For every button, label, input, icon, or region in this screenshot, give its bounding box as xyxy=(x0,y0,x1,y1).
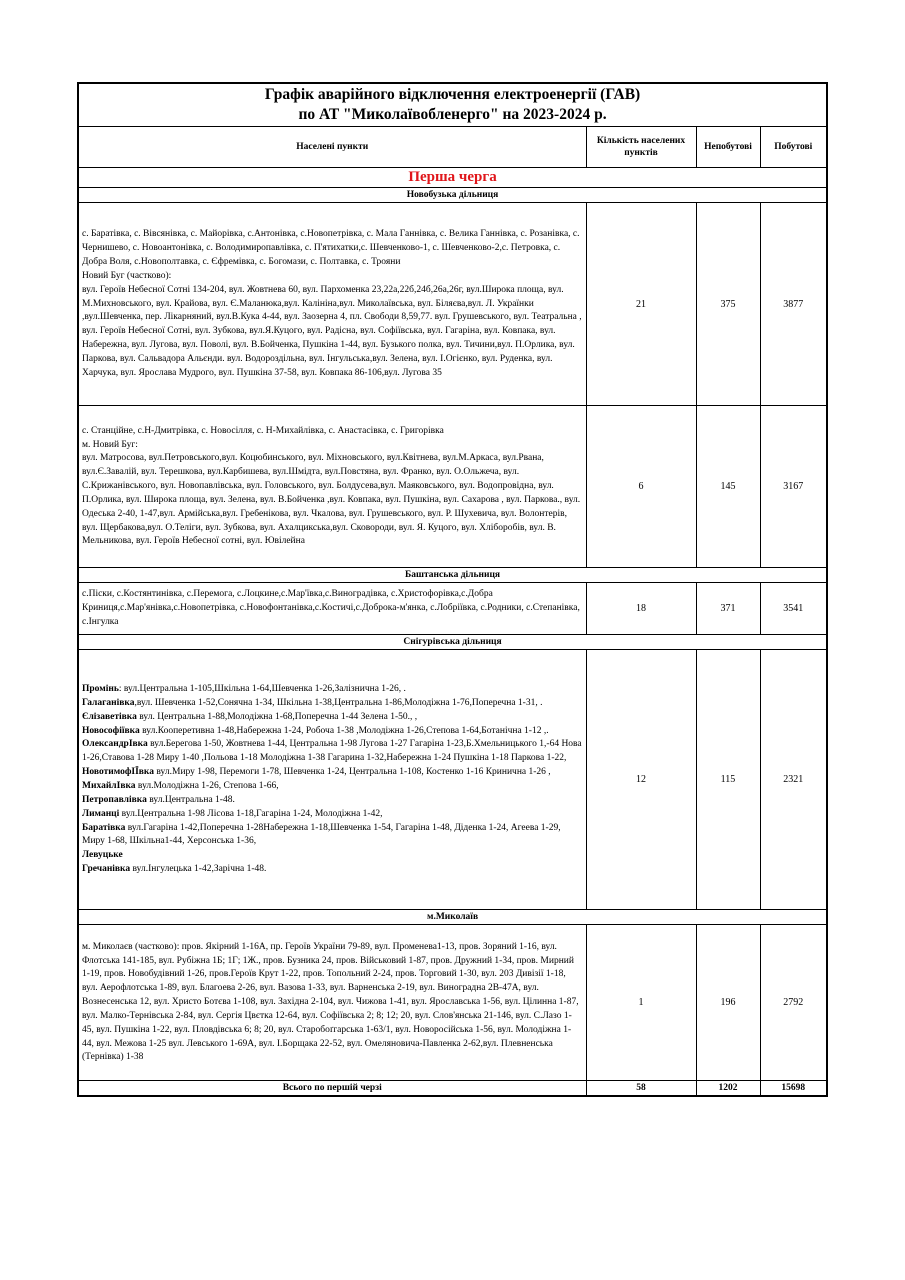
title-line-1: Графік аварійного відключення електроенергії (ГАВ) xyxy=(264,86,641,103)
count-cell: 18 xyxy=(586,583,696,635)
village-streets: вул.Берегова 1-50, Жовтнева 1-44, Центральна 1-98 Лугова 1-27 Гагаріна 1-23,Б.Хмельницького 1,-64 Нова 1-26,Ставова 1-28 Миру 1-40 ,Польова 1-18 Молодіжна 1-38 Гагарина 1-32,Набережна 1-24 Пушкіна 1-18 Паркова 1-22, xyxy=(82,739,582,764)
village-entry xyxy=(82,766,583,780)
village-streets: вул.Молодіжна 1-26, Степова 1-66, xyxy=(135,781,279,791)
village-entry xyxy=(82,725,583,739)
village-entry xyxy=(82,808,583,822)
residential-cell: 3877 xyxy=(760,203,827,406)
village-streets: вул.Гагаріна 1-42,Поперечна 1-28Набережна 1-18,Шевченка 1-54, Гагаріна 1-48, Діденка 1-24, Агеева 1-29, Миру 1-68, Шкільна1-44, Херсонська 1-36, xyxy=(82,822,561,847)
table-row xyxy=(78,650,827,910)
queue-title: Перша черга xyxy=(78,168,827,188)
residential-cell: 3167 xyxy=(760,406,827,568)
total-row xyxy=(78,1081,827,1097)
village-name: Промінь xyxy=(82,684,119,695)
settlements-subtitle: м. Новий Буг: xyxy=(82,439,138,450)
table-row xyxy=(78,583,827,635)
total-label: Всього по першій черзі xyxy=(78,1081,586,1097)
title-line-2: по АТ "Миколаївобленерго" на 2023-2024 р. xyxy=(298,106,607,123)
village-entry xyxy=(82,849,583,863)
count-cell: 6 xyxy=(586,406,696,568)
nonresidential-cell: 145 xyxy=(696,406,760,568)
settlements-cell xyxy=(78,406,586,568)
village-name: Баратівка xyxy=(82,822,126,833)
district-header: Снігурівська дільниця xyxy=(78,635,827,650)
village-entry xyxy=(82,738,583,766)
village-name: НовотимофІЇвка xyxy=(82,767,155,778)
document-title xyxy=(78,83,827,127)
village-name: Єлізаветівка xyxy=(82,711,137,722)
village-streets: ,вул. Шевченка 1-52,Сонячна 1-34, Шкільна 1-38,Центральна 1-86,Молодіжна 1-76,Поперечна 1-31, . xyxy=(134,697,543,708)
village-name: Галаганівка xyxy=(82,697,135,708)
residential-cell: 3541 xyxy=(760,583,827,635)
total-count: 58 xyxy=(586,1081,696,1097)
village-name: Петропавлівка xyxy=(82,794,147,805)
residential-cell: 2321 xyxy=(760,650,827,910)
column-header-settlements: Населені пункти xyxy=(78,127,586,168)
nonresidential-cell: 375 xyxy=(696,203,760,406)
streets-text: вул. Героїв Небесної Сотні 134-204, вул. Жовтнева 60, вул. Пархоменка 23,22а,22б,24б,26а,26г, вул.Широка площа, вул. М.Михновського, вул. Крайова, вул. Є.Маланюка,вул. Калініна,вул. Миколаївська, вул. Біляєва,вул. Л. Українки ,вул.Шевченка, пер. Лікарняний, вул.В.Кука 4-44, вул. Заозерна 4, пл. Свободи 8,59,77. вул. Грушевського, вул. Театральна , вул. Героїв Небесної Сотні, вул. Зубкова, вул.Я.Куцого, вул. Радісна, вул. Софіївська, вул. Гагаріна, вул. Ковпака, вул. Набережна, вул. Лугова, вул. Поволі, вул. В.Бойченка, Пушкіна 1-44, вул. Бузького полка, вул. Тичини,вул. П.Орлика, вул. Паркова, вул. Сальвадора Альєнди. вул. Водороздільна, вул. Інгульська,вул. Зелена, вул. І.Огієнко, вул. Руденка, вул. Харчука, вул. Ярослава Мудрого, вул. Пушкіна 37-58, вул. Ковпака 86-106,вул. Лугова 35 xyxy=(82,284,582,378)
village-entry xyxy=(82,711,583,725)
village-entry xyxy=(82,794,583,808)
count-cell: 12 xyxy=(586,650,696,910)
table-row xyxy=(78,203,827,406)
total-residential: 15698 xyxy=(760,1081,827,1097)
village-name: МихайлІвка xyxy=(82,781,136,791)
table-row xyxy=(78,406,827,568)
schedule-sheet xyxy=(77,82,826,1097)
settlements-cell xyxy=(78,203,586,406)
residential-cell: 2792 xyxy=(760,925,827,1081)
village-streets: вул.Центральна 1-98 Лісова 1-18,Гагаріна 1-24, Молодіжна 1-42, xyxy=(119,808,383,819)
village-entry xyxy=(82,822,583,850)
village-entry xyxy=(82,780,583,794)
village-entry xyxy=(82,863,583,877)
district-header: Новобузька дільниця xyxy=(78,188,827,203)
village-entry xyxy=(82,683,583,697)
count-cell: 21 xyxy=(586,203,696,406)
streets-text: вул. Матросова, вул.Петровського,вул. Коцюбинського, вул. Міхновського, вул.Квітнева, вул.М.Аркаса, вул.Рвана, вул.Є.Завалій, вул. Терешкова, вул.Карбишева, вул.Шмідта, вул.Повстяна, вул. Франко, вул. О.Ольжеча, вул. С.Крижанівського, вул. Новопавлівська, вул. Головського, вул. Болдусева,вул. Маяковського, вул. Водопровідна, вул. П.Орлика, вул. Широка площа, вул. Зелена, вул. В.Бойченка ,вул. Ковпака, вул. Пушкіна, вул. Сахарова , вул. Паркова., вул. Одеська 2-40, 1-47,вул. Армійська,вул. Гребенікова, вул. Чкалова, вул. Грушевського, вул. Р. Шухевича, вул. Волонтерів, вул. Щербакова,вул. О.Теліги, вул. Зубкова, вул. Ахалцикська,вул. Сковороди, вул. Я. Куцого, вул. Хліборобів, вул. В. Мельникова, вул. Героїв Небесної сотні, вул. Ювілейна xyxy=(82,453,581,547)
total-nonresidential: 1202 xyxy=(696,1081,760,1097)
column-header-row xyxy=(78,127,827,168)
village-name: Левуцьке xyxy=(82,850,123,861)
column-header-count: Кількість населених пунктів xyxy=(586,127,696,168)
settlements-text: с. Станційне, с.Н-Дмитрівка, с. Новосілля, с. Н-Михайлівка, с. Анастасівка, с. Григорівка xyxy=(82,425,444,436)
settlements-text: с.Піски, с.Костянтинівка, с.Перемога, с.Лоцкине,с.Мар'ївка,с.Виноградівка, с.Христофорівка,с.Добра Криниця,с.Мар'янівка,с.Новопетрівка, с.Новофонтанівка,с.Костичі,с.Доброка-м'янка, с.Лобріївка, с.Родники, с.Степанівка, с.Інгулка xyxy=(82,589,580,627)
village-streets: вул. Центральна 1-88,Молодіжна 1-68,Поперечна 1-44 Зелена 1-50., , xyxy=(136,711,418,722)
settlements-cell xyxy=(78,583,586,635)
village-entry xyxy=(82,697,583,711)
district-header: Баштанська дільниця xyxy=(78,568,827,583)
nonresidential-cell: 371 xyxy=(696,583,760,635)
count-cell: 1 xyxy=(586,925,696,1081)
settlements-cell xyxy=(78,925,586,1081)
village-streets: вул.Кооперетивна 1-48,Набережна 1-24, Робоча 1-38 ,Молодіжна 1-26,Степова 1-64,Ботанічна 1-12 ,. xyxy=(139,725,549,736)
village-streets: : вул.Центральна 1-105,Шкільна 1-64,Шевченка 1-26,Залізнична 1-26, . xyxy=(118,684,406,695)
village-streets: вул.Миру 1-98, Перемоги 1-78, Шевченка 1-24, Центральна 1-108, Костенко 1-16 Кринична 1-26 , xyxy=(154,767,551,778)
village-name: Новософіївка xyxy=(82,725,140,736)
village-name: Гречанівка xyxy=(82,864,131,875)
village-name: ОлександрІвка xyxy=(82,739,148,750)
column-header-nonresidential: Непобутові xyxy=(696,127,760,168)
settlements-subtitle: Новий Буг (частково): xyxy=(82,270,172,281)
column-header-residential: Побутові xyxy=(760,127,827,168)
settlements-cell xyxy=(78,650,586,910)
settlements-text: с. Баратівка, с. Вівсянівка, с. Майорівка, с.Антонівка, с.Новопетрівка, с. Мала Ганнівка, с. Велика Ганнівка, с. Розанівка, с. Чернишево, с. Новоантонівка, с. Володимиропавлівка, с. П'ятихатки,с. Шевченково-1, с. Шевченково-2,с. Петровка, с. Добра Воля, с.Новополтавка, с. Єфремівка, с. Богомази, с. Полтавка, с. Трояни xyxy=(82,229,580,268)
village-streets: вул.Центральна 1-48. xyxy=(146,794,235,805)
table-row xyxy=(78,925,827,1081)
nonresidential-cell: 196 xyxy=(696,925,760,1081)
village-name: Лиманці xyxy=(82,808,120,819)
village-streets: вул.Інгулецька 1-42,Зарічна 1-48. xyxy=(130,864,267,875)
schedule-table xyxy=(77,82,828,1097)
district-header: м.Миколаїв xyxy=(78,910,827,925)
settlements-text: м. Миколаєв (частково): пров. Якірний 1-16А, пр. Героїв України 79-89, вул. Променева1-13, пров. Зоряний 1-16, вул. Флотська 141-185, вул. Рубіжна 1Б; 1Г; 1Ж., пров. Бузника 24, пров. Військовий 1-87, пров. Дружний 1-34, пров. Мирний 1-19, пров. Новобудівний 1-26, пров.Героїв Крут 1-22, пров. Топольний 2-24, пров. Торговий 1-30, вул. 203 Дивізії 1-18, вул. Аерофлотська 1-89, вул. Благоева 2-26, вул. Вазова 1-33, вул. Варненська 2-19, вул. Виноградна 2В-47А, вул. Вознесенська 12, вул. Христо Ботєва 1-108, вул. Західна 2-104, вул. Чижова 1-41, вул. Ярославська 1-56, вул. Цілинна 1-87, вул. Малко-Тернівська 2-84, вул. Сергія Цвєтка 12-64, вул. Софіївська 2; 8; 12; 20, вул. Слов'янська 21-146, вул. С.Лазо 1-45, вул. Пушкіна 1-22, вул. Пловдівська 6; 8; 20, вул. Старобоґгарська 1-63/1, вул. Новоросійська 1-56, вул. Молодіжна 1-44, вул. Межова 1-25 вул. Левського 1-69А, вул. І.Борщака 22-52, вул. Омеляновича-Павленка 2-62,вул. Плевненська (Тернівка) 1-38 xyxy=(82,941,579,1063)
nonresidential-cell: 115 xyxy=(696,650,760,910)
